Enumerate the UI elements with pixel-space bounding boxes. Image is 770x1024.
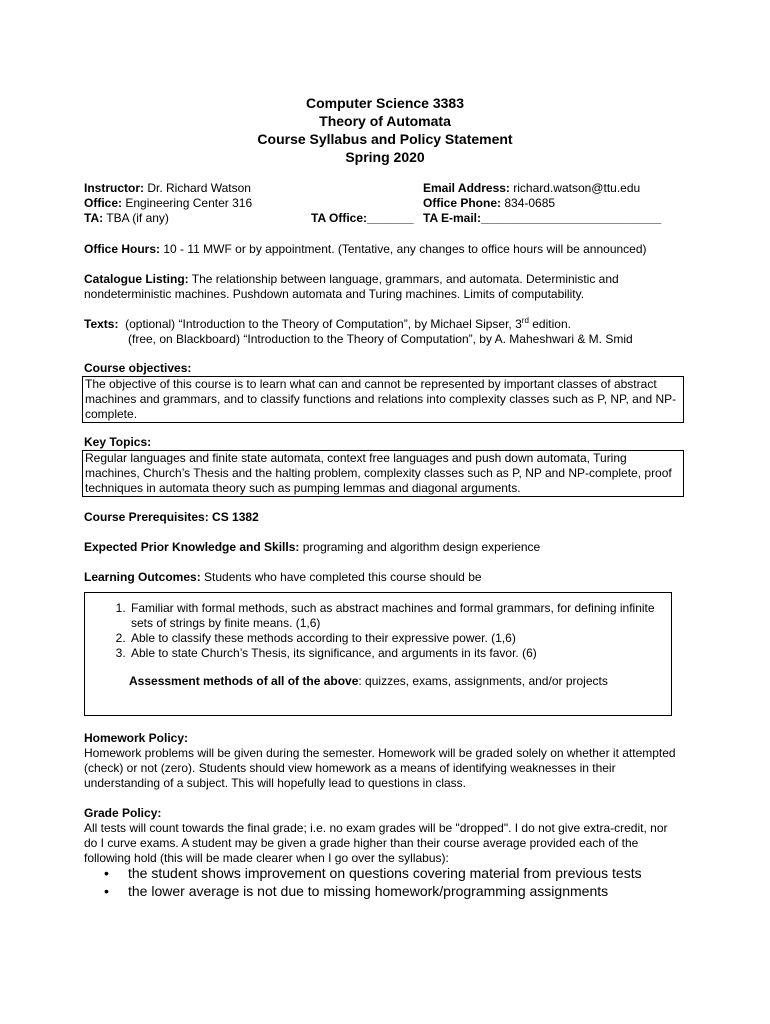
- list-item: 1. Familiar with formal methods, such as abstract machines and formal grammars, for defining infinite sets of strings by finite means. (1,6): [129, 601, 671, 631]
- office-label: Office:: [84, 196, 123, 210]
- outcomes-box: [84, 592, 672, 716]
- texts-section: [84, 317, 684, 347]
- ta-office: TA Office:_______: [311, 211, 414, 225]
- catalogue-listing: [84, 272, 684, 302]
- homework-label: Homework Policy:: [84, 731, 189, 745]
- list-item: 3. Able to state Church’s Thesis, its significance, and arguments in its favor. (6): [129, 646, 671, 661]
- bullet-icon: •: [104, 865, 109, 881]
- grade-text: All tests will count towards the final grade; i.e. no exam grades will be "dropped". I do not give extra-credit, nor do I curve exams. A student may be given a grade higher than their course average provided each of the following hold (this will be made clearer when I go over the syllabus):: [84, 821, 668, 865]
- document-type: Course Syllabus and Policy Statement: [257, 131, 513, 147]
- outcomes-label: Learning Outcomes:: [84, 570, 201, 584]
- edition-sup: rd: [521, 316, 529, 325]
- ta-label: TA:: [84, 211, 104, 225]
- texts-label: Texts:: [84, 317, 119, 331]
- contact-header: [84, 181, 684, 226]
- topics-box: Regular languages and finite state automata, context free languages and push down automata, Turing machines, Church’s Thesis and the halting problem, complexity classes such as P, NP and NP-complete, proof techniques in automata theory such as pumping lemmas and diagonal arguments.: [82, 450, 684, 497]
- text-free: (free, on Blackboard) “Introduction to the Theory of Computation”, by A. Maheshwari & M. Smid: [128, 332, 633, 346]
- objectives-label: Course objectives:: [84, 361, 192, 375]
- email-value[interactable]: richard.watson@ttu.edu: [513, 181, 641, 195]
- semester: Spring 2020: [345, 149, 425, 165]
- office-hours-label: Office Hours:: [84, 242, 161, 256]
- list-item: [84, 882, 684, 900]
- homework-policy: [84, 731, 684, 791]
- course-name: Theory of Automata: [319, 113, 451, 129]
- office-hours-value: 10 - 11 MWF or by appointment. (Tentative, any changes to office hours will be announced): [163, 242, 647, 256]
- homework-text: Homework problems will be given during the semester. Homework will be graded solely on whether it attempted (check) or not (zero). Students should view homework as a means of identifying weaknesses in their understanding of a subject. This will hopefully lead to questions in class.: [84, 746, 676, 790]
- prerequisites: [84, 510, 684, 525]
- instructor-label: Instructor:: [84, 181, 144, 195]
- text-optional: (optional) “Introduction to the Theory of Computation”, by Michael Sipser, 3: [125, 317, 522, 331]
- ta-value: TBA (if any): [106, 211, 169, 225]
- outcomes-intro: Students who have completed this course should be: [204, 570, 482, 584]
- catalogue-label: Catalogue Listing:: [84, 272, 189, 286]
- phone-value: 834-0685: [504, 196, 556, 210]
- key-topics: [84, 435, 684, 497]
- course-number: Computer Science 3383: [306, 95, 464, 111]
- condition-text: the student shows improvement on questions covering material from previous tests: [128, 865, 642, 881]
- grade-policy: [84, 806, 684, 866]
- grade-conditions: [84, 864, 684, 900]
- document-title: [0, 94, 770, 166]
- outcomes-list: [85, 601, 671, 661]
- email-label: Email Address:: [423, 181, 510, 195]
- office-hours: [84, 242, 684, 257]
- objectives-box: The objective of this course is to learn what can and cannot be represented by important classes of abstract machines and grammars, and to classify functions and relations into complexity classes such as P, NP, and NP-complete.: [82, 376, 684, 423]
- list-item: 2. Able to classify these methods according to their expressive power. (1,6): [129, 631, 671, 646]
- catalogue-value: The relationship between language, grammars, and automata. Deterministic and nondeterministic machines. Pushdown automata and Turing machines. Limits of computability.: [84, 272, 619, 301]
- phone-label: Office Phone:: [423, 196, 502, 210]
- assessment-methods: [85, 674, 671, 689]
- assessment-label: Assessment methods of all of the above: [129, 674, 359, 688]
- learning-outcomes-heading: [84, 570, 684, 585]
- course-objectives: [84, 361, 684, 423]
- office-value: Engineering Center 316: [125, 196, 253, 210]
- text-edition: edition.: [532, 317, 571, 331]
- prior-knowledge: [84, 540, 684, 555]
- prior-label: Expected Prior Knowledge and Skills:: [84, 540, 300, 554]
- topics-label: Key Topics:: [84, 435, 152, 449]
- grade-label: Grade Policy:: [84, 806, 162, 820]
- prereq-label: Course Prerequisites: CS 1382: [84, 510, 259, 524]
- prior-value: programing and algorithm design experience: [302, 540, 541, 554]
- instructor-value: Dr. Richard Watson: [147, 181, 251, 195]
- condition-text: the lower average is not due to missing homework/programming assignments: [128, 883, 609, 899]
- bullet-icon: •: [104, 883, 109, 899]
- assessment-value: : quizzes, exams, assignments, and/or projects: [358, 674, 608, 688]
- list-item: [84, 864, 684, 882]
- ta-email: TA E-mail:___________________________: [423, 211, 662, 225]
